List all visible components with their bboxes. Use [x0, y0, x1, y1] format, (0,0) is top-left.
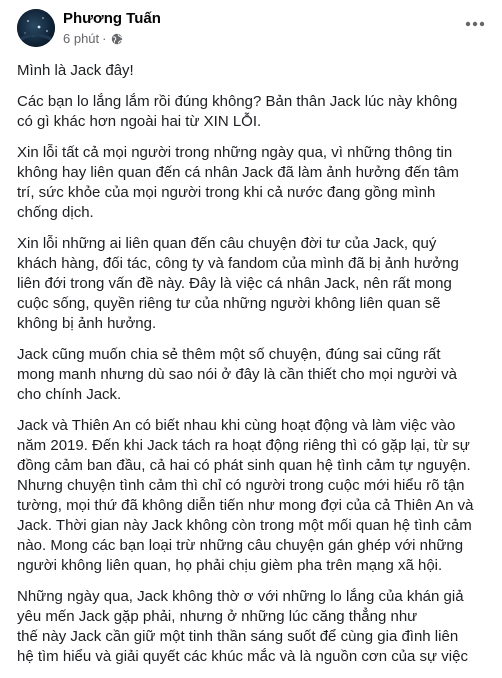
post-header — [17, 9, 487, 51]
post-paragraph: Những ngày qua, Jack không thờ ơ với những lo lắng của khán giả yêu mến Jack gặp phải, nhưng ở những lúc căng thẳng như thế này Jack cần giữ một tinh thần sáng suốt để cùng gia đình liên hệ tìm hiểu và giải quyết các khúc mắc và là nguồn cơn của sự việc — [17, 588, 468, 665]
post-paragraph: Jack cũng muốn chia sẻ thêm một số chuyện, đúng sai cũng rất mong manh nhưng dù sao nói ở đây là cần thiết cho mọi người và cho chính Jack. — [17, 346, 458, 403]
post-body — [17, 61, 485, 678]
post-meta — [63, 31, 123, 46]
post-paragraph: Jack và Thiên An có biết nhau khi cùng hoạt động và làm việc vào năm 2019. Đến khi Jack tách ra hoạt động riêng thì có gặp lại, từ sự đồng cảm ban đầu, cả hai có phát sinh quan hệ tình cảm tự nguyện. Nhưng chuyện tình cảm thì chỉ có người trong cuộc mới hiểu rõ tận tường, mọi thứ đã không diễn tiến như mong đợi của cả Thiên An và Jack. Thời gian này Jack không còn trong một mối quan hệ tình cảm nào. Mong các bạn loại trừ những câu chuyện gán ghép với những người không liên quan, họ phải chịu gièm pha trên mạng xã hội. — [17, 417, 474, 574]
post-paragraph: Xin lỗi những ai liên quan đến câu chuyện đời tư của Jack, quý khách hàng, đối tác, công ty và fandom của mình đã bị ảnh hưởng liên đới trong vấn đề này. Đây là việc cá nhân Jack, nên rất mong cuộc sống, quyền riêng tư của những người không liên quan sẽ không bị ảnh hưởng. — [17, 235, 459, 332]
post-time[interactable]: 6 phút — [63, 31, 100, 46]
avatar[interactable] — [17, 9, 55, 47]
post-paragraph: Mình là Jack đây! — [17, 62, 134, 79]
more-options-icon[interactable] — [463, 13, 487, 35]
author-name[interactable]: Phương Tuấn — [63, 10, 161, 27]
globe-icon[interactable] — [111, 33, 123, 45]
meta-separator: · — [102, 31, 107, 46]
post-paragraph: Xin lỗi tất cả mọi người trong những ngày qua, vì những thông tin không hay liên quan đến cá nhân Jack đã làm ảnh hưởng đến tâm trí, sức khỏe của mọi người trong khi cả nước đang gồng mình chống dịch. — [17, 144, 459, 221]
post-paragraph: Các bạn lo lắng lắm rồi đúng không? Bản thân Jack lúc này không có gì khác hơn ngoài hai từ XIN LỖI. — [17, 93, 458, 130]
